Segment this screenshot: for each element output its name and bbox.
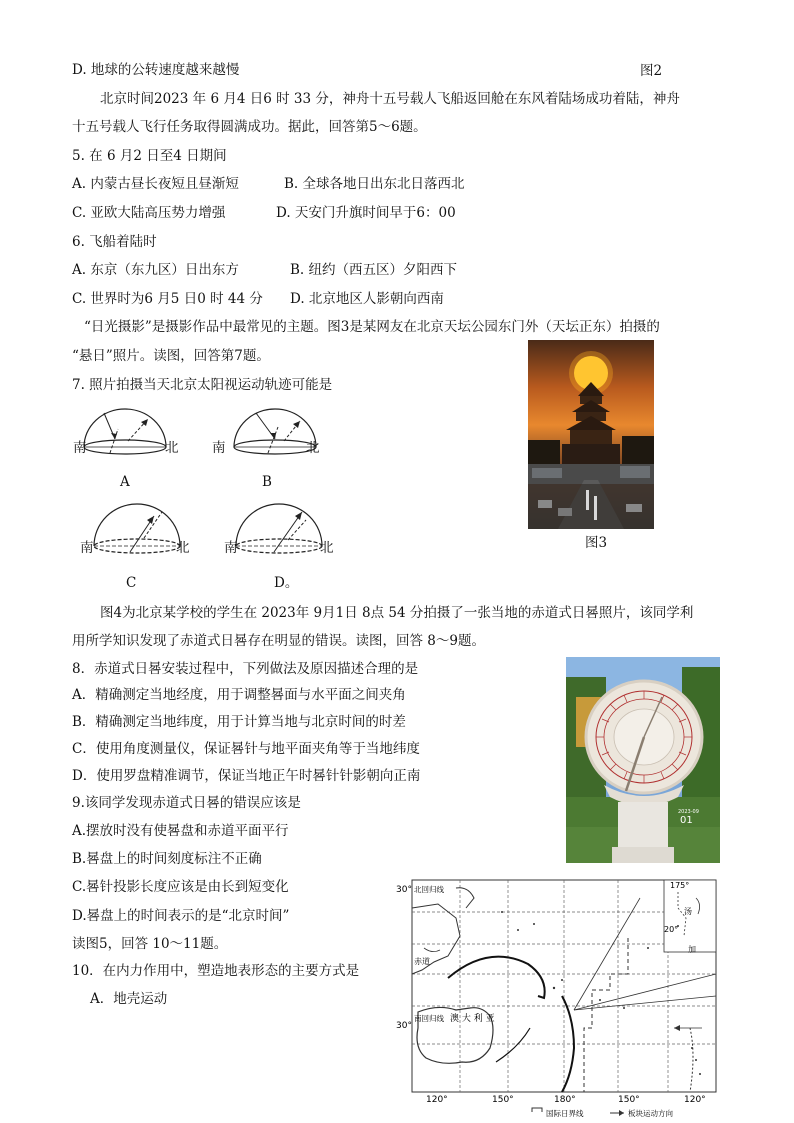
intro-8-9-line2: 用所学知识发现了赤道式日晷存在明显的错误。读图，回答 8～9题。 [72, 633, 485, 649]
q6-option-d: D. 北京地区人影朝向西南 [290, 291, 444, 307]
map-fiji-2: 加 [688, 945, 696, 954]
map-lon-120-right: 120° [684, 1095, 706, 1105]
intro-5-6-line1: 北京时间2023 年 6 月4 日6 时 33 分，神舟十五号载人飞船返回舱在东风着陆场成功着陆，神舟 [100, 91, 680, 107]
map-australia: 澳 大 利 亚 [450, 1014, 495, 1024]
diagram-a-north-label: 北 [165, 440, 179, 456]
map-lon-150-left: 150° [492, 1095, 514, 1105]
map-fiji-1: 汤 [684, 907, 692, 916]
map-lon-120-left: 120° [426, 1095, 448, 1105]
intro-7-line2: “悬日”照片。读图，回答第7题。 [72, 348, 270, 364]
map-lat-30-bottom: 30° [396, 1021, 412, 1031]
map-tropic-cancer: 北回归线 [414, 885, 444, 894]
q5-option-b: B. 全球各地日出东北日落西北 [284, 176, 465, 192]
q6-option-b: B. 纽约（西五区）夕阳西下 [290, 262, 458, 278]
map-lon-175: 175° [670, 881, 690, 890]
map-legend-plate-motion: 板块运动方向 [628, 1109, 673, 1118]
map-lon-150-right: 150° [618, 1095, 640, 1105]
diagram-b-south-label: 南 [212, 440, 226, 456]
diagram-d-north-label: 北 [320, 540, 334, 556]
option-b-label: B [262, 474, 272, 490]
q9-option-a: A.摆放时没有使晷盘和赤道平面平行 [72, 823, 289, 839]
q6-option-a: A. 东京（东九区）日出东方 [72, 262, 239, 278]
sun-path-diagram-a [70, 405, 180, 465]
map-equator: 赤道 [414, 957, 430, 966]
diagram-c-south-label: 南 [80, 540, 94, 556]
map-tropic-capricorn: 南回归线 [414, 1014, 444, 1023]
equatorial-sundial-photo [566, 657, 720, 863]
temple-of-heaven-sunset-photo [528, 340, 654, 529]
diagram-c-north-label: 北 [176, 540, 190, 556]
option-c-label: C [126, 575, 137, 591]
q6-stem: 6. 飞船着陆时 [72, 234, 157, 250]
diagram-b-north-label: 北 [306, 440, 320, 456]
q8-option-c: C．使用角度测量仪，保证晷针与地平面夹角等于当地纬度 [72, 741, 420, 757]
option-d-label: D。 [274, 575, 299, 591]
q8-option-b: B．精确测定当地纬度，用于计算当地与北京时间的时差 [72, 714, 406, 730]
map-lat-20: 20° [664, 925, 679, 934]
photo-day-stamp: 01 [680, 815, 693, 826]
fig3-caption: 图3 [585, 535, 608, 551]
q5-option-a: A. 内蒙古昼长夜短且昼渐短 [72, 176, 239, 192]
option-a-label: A [120, 474, 130, 490]
q8-option-d: D．使用罗盘精准调节，保证当地正午时晷针针影朝向正南 [72, 768, 421, 784]
map-legend-dateline: 国际日界线 [546, 1109, 584, 1118]
photo-date-stamp: 2023-09 [678, 809, 699, 815]
q5-stem: 5. 在 6 月2 日至4 日期间 [72, 148, 227, 164]
q5-option-d: D. 天安门升旗时间早于6：00 [276, 205, 456, 221]
intro-10-11: 读图5，回答 10～11题。 [72, 936, 228, 952]
map-lon-180: 180° [554, 1095, 576, 1105]
q6-option-c: C. 世界时为6 月5 日0 时 44 分 [72, 291, 263, 307]
q4-option-d: D. 地球的公转速度越来越慢 [72, 62, 240, 78]
q9-option-d: D.晷盘上的时间表示的是“北京时间” [72, 908, 290, 924]
q7-stem: 7. 照片拍摄当天北京太阳视运动轨迹可能是 [72, 377, 333, 393]
q8-option-a: A．精确测定当地经度，用于调整晷面与水平面之间夹角 [72, 687, 406, 703]
intro-5-6-line2: 十五号载人飞行任务取得圆满成功。据此，回答第5～6题。 [72, 119, 427, 135]
q10-option-a: A．地壳运动 [90, 991, 168, 1007]
intro-8-9-line1: 图4为北京某学校的学生在 2023年 9月1日 8点 54 分拍摄了一张当地的赤道式日晷照片，该同学利 [100, 605, 694, 621]
q9-stem: 9.该同学发现赤道式日晷的错误应该是 [72, 795, 301, 811]
intro-7-line1: “日光摄影”是摄影作品中最常见的主题。图3是某网友在北京天坛公园东门外（天坛正东）拍摄的 [84, 319, 660, 335]
q9-option-b: B.晷盘上的时间刻度标注不正确 [72, 851, 262, 867]
q10-stem: 10．在内力作用中，塑造地表形态的主要方式是 [72, 963, 360, 979]
map-lat-30-top: 30° [396, 885, 412, 895]
q8-stem: 8．赤道式日晷安装过程中，下列做法及原因描述合理的是 [72, 661, 419, 677]
fig2-caption: 图2 [640, 63, 663, 79]
pacific-map-figure [378, 878, 728, 1123]
q9-option-c: C.晷针投影长度应该是由长到短变化 [72, 879, 289, 895]
diagram-a-south-label: 南 [73, 440, 87, 456]
q5-option-c: C. 亚欧大陆高压势力增强 [72, 205, 226, 221]
diagram-d-south-label: 南 [224, 540, 238, 556]
